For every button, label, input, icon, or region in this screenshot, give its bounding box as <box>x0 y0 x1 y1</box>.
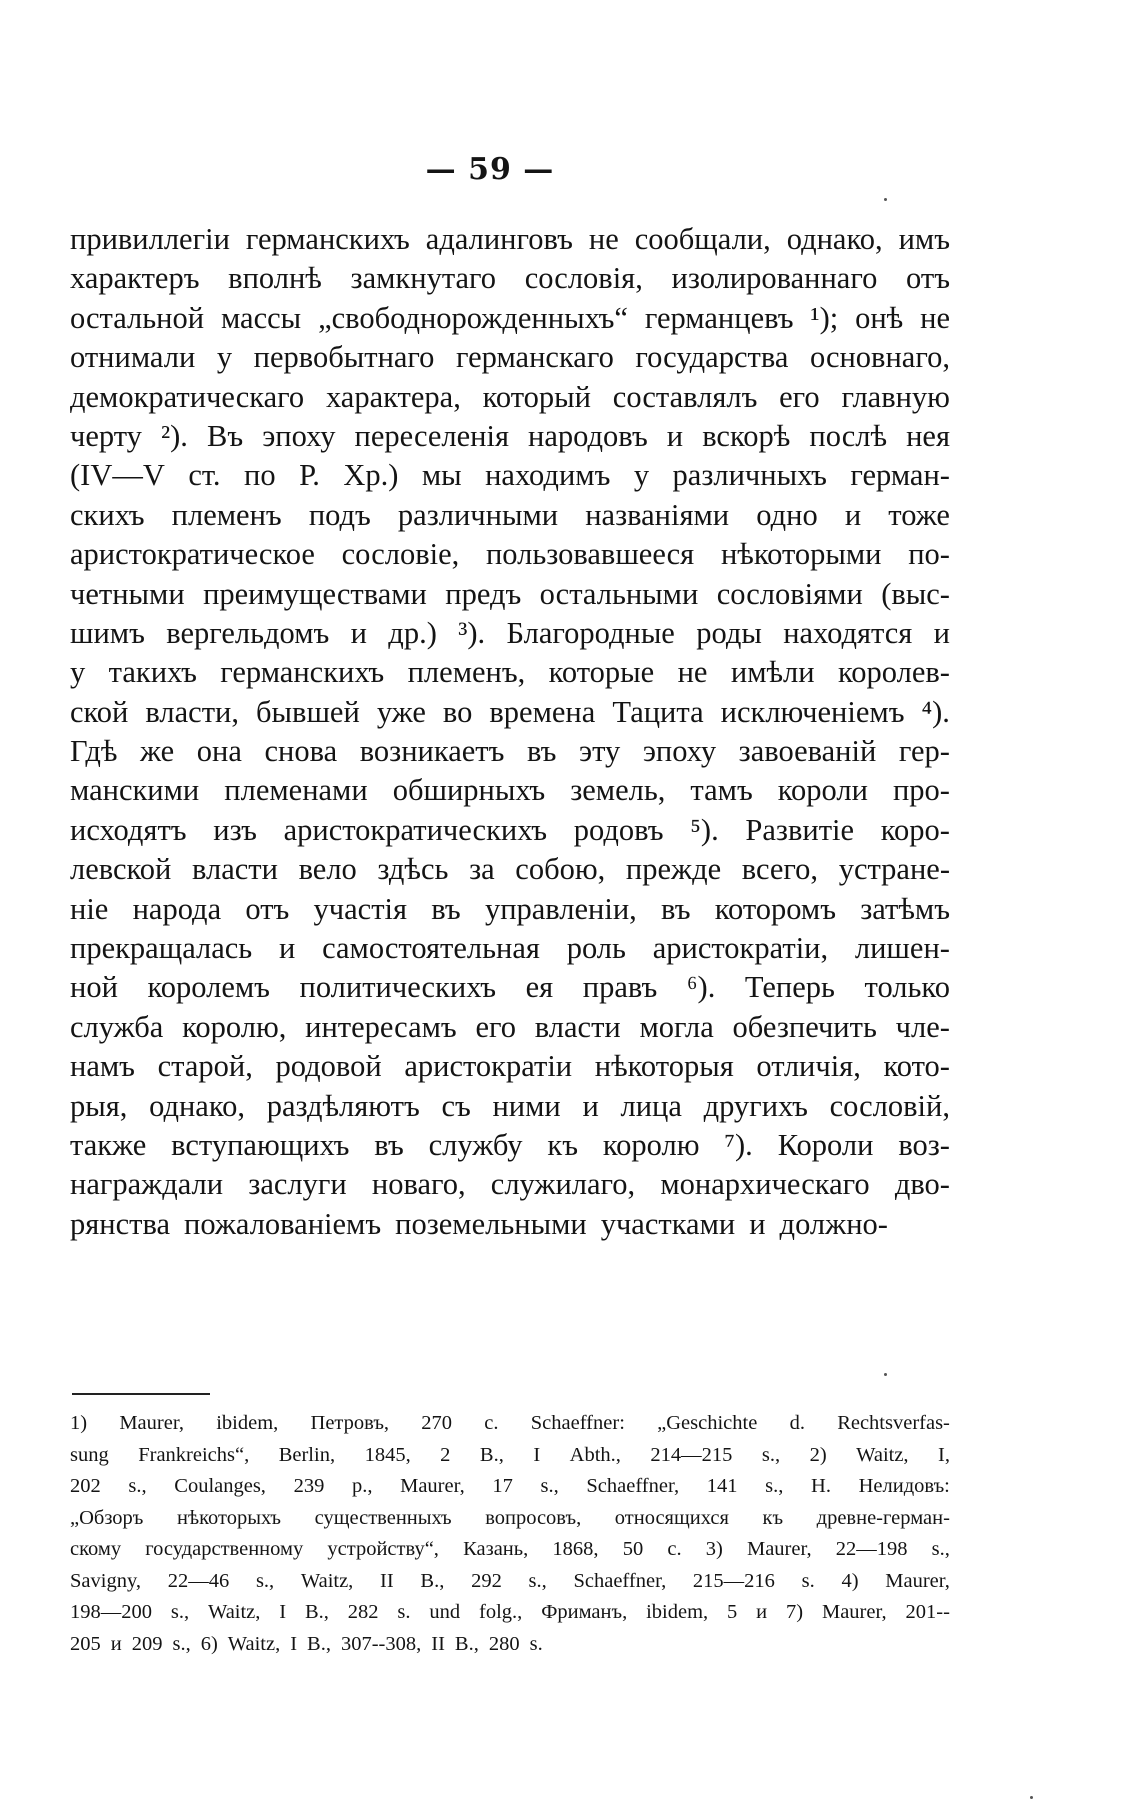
scan-speck <box>1030 1796 1033 1799</box>
text-line: скихъ племенъ подъ различными названіями одно и тоже <box>70 497 950 532</box>
text-line: исходятъ изъ аристократическихъ родовъ ⁵). Развитіе коро- <box>70 812 950 847</box>
text-line: ной королемъ политическихъ ея правъ ⁶). Теперь только <box>70 970 950 1005</box>
footnote-line: Savigny, 22—46 s., Waitz, II B., 292 s., Schaeffner, 215—216 s. 4) Maurer, <box>70 1569 950 1592</box>
footnote-line: скому государственному устройству“, Казань, 1868, 50 с. 3) Maurer, 22—198 s., <box>70 1538 950 1560</box>
text-line: остальной массы „свободнорожденныхъ“ германцевъ ¹); онѣ не <box>70 300 950 335</box>
text-line: Гдѣ же она снова возникаетъ въ эту эпоху завоеваній гер- <box>70 734 950 769</box>
text-line: четными преимуществами предъ остальными сословіями (выс- <box>70 576 950 611</box>
text-line: (IV—V ст. по Р. Хр.) мы находимъ у различныхъ герман- <box>70 458 950 493</box>
text-line: также вступающихъ въ службу къ королю ⁷). Короли воз- <box>70 1127 950 1162</box>
text-line: манскими племенами обширныхъ земель, тамъ короли про- <box>70 773 950 808</box>
text-line: служба королю, интересамъ его власти могла обезпечить чле- <box>70 1009 950 1044</box>
text-line: ніе народа отъ участія въ управленіи, въ которомъ затѣмъ <box>70 891 950 926</box>
text-line: шимъ вергельдомъ и др.) ³). Благородные роды находятся и <box>70 615 950 650</box>
text-line: намъ старой, родовой аристократіи нѣкоторыя отличія, кото- <box>70 1049 950 1084</box>
text-line: демократическаго характера, который составлялъ его главную <box>70 379 950 414</box>
footnote-line: „Обзоръ нѣкоторыхъ существенныхъ вопросовъ, относящихся къ древне-герман- <box>70 1506 950 1529</box>
footnote-line: 205 и 209 s., 6) Waitz, I B., 307--308, II B., 280 s. <box>70 1632 543 1655</box>
text-line: отнимали у первобытнаго германскаго государства основнаго, <box>70 340 950 375</box>
footnote-line: 202 s., Coulanges, 239 p., Maurer, 17 s., Schaeffner, 141 s., Н. Нелидовъ: <box>70 1475 950 1497</box>
scan-speck <box>884 1373 887 1376</box>
text-line: аристократическое сословіе, пользовавшееся нѣкоторыми по- <box>70 537 950 572</box>
footnote-separator <box>72 1393 210 1395</box>
text-line: прекращалась и самостоятельная роль аристократіи, лишен- <box>70 931 950 966</box>
body-text <box>70 220 950 1244</box>
footnotes <box>70 1408 950 1660</box>
footnote-line: 1) Maurer, ibidem, Петровъ, 270 с. Schaeffner: „Geschichte d. Rechtsverfas- <box>70 1412 950 1434</box>
text-line: у такихъ германскихъ племенъ, которые не имѣли королев- <box>70 655 950 690</box>
text-line: привиллегіи германскихъ адалинговъ не сообщали, однако, имъ <box>70 222 950 256</box>
text-line: рыя, однако, раздѣляютъ съ ними и лица другихъ сословій, <box>70 1088 950 1123</box>
text-line: награждали заслуги новаго, служилаго, монархическаго дво- <box>70 1167 950 1202</box>
text-line: рянства пожалованіемъ поземельными участками и должно- <box>70 1206 888 1241</box>
footnote-line: 198—200 s., Waitz, I B., 282 s. und folg., Фриманъ, ibidem, 5 и 7) Maurer, 201-- <box>70 1601 950 1623</box>
footnote-line: sung Frankreichs“, Berlin, 1845, 2 B., I Abth., 214—215 s., 2) Waitz, I, <box>70 1443 950 1466</box>
text-line: характеръ вполнѣ замкнутаго сословія, изолированнаго отъ <box>70 261 950 296</box>
scan-speck <box>884 198 887 201</box>
text-line: левской власти вело здѣсь за собою, прежде всего, устране- <box>70 852 950 887</box>
text-line: черту ²). Въ эпоху переселенія народовъ и вскорѣ послѣ нея <box>70 418 950 453</box>
page-number: — 59 — <box>425 152 555 187</box>
text-line: ской власти, бывшей уже во времена Тацита исключеніемъ ⁴). <box>70 694 950 729</box>
